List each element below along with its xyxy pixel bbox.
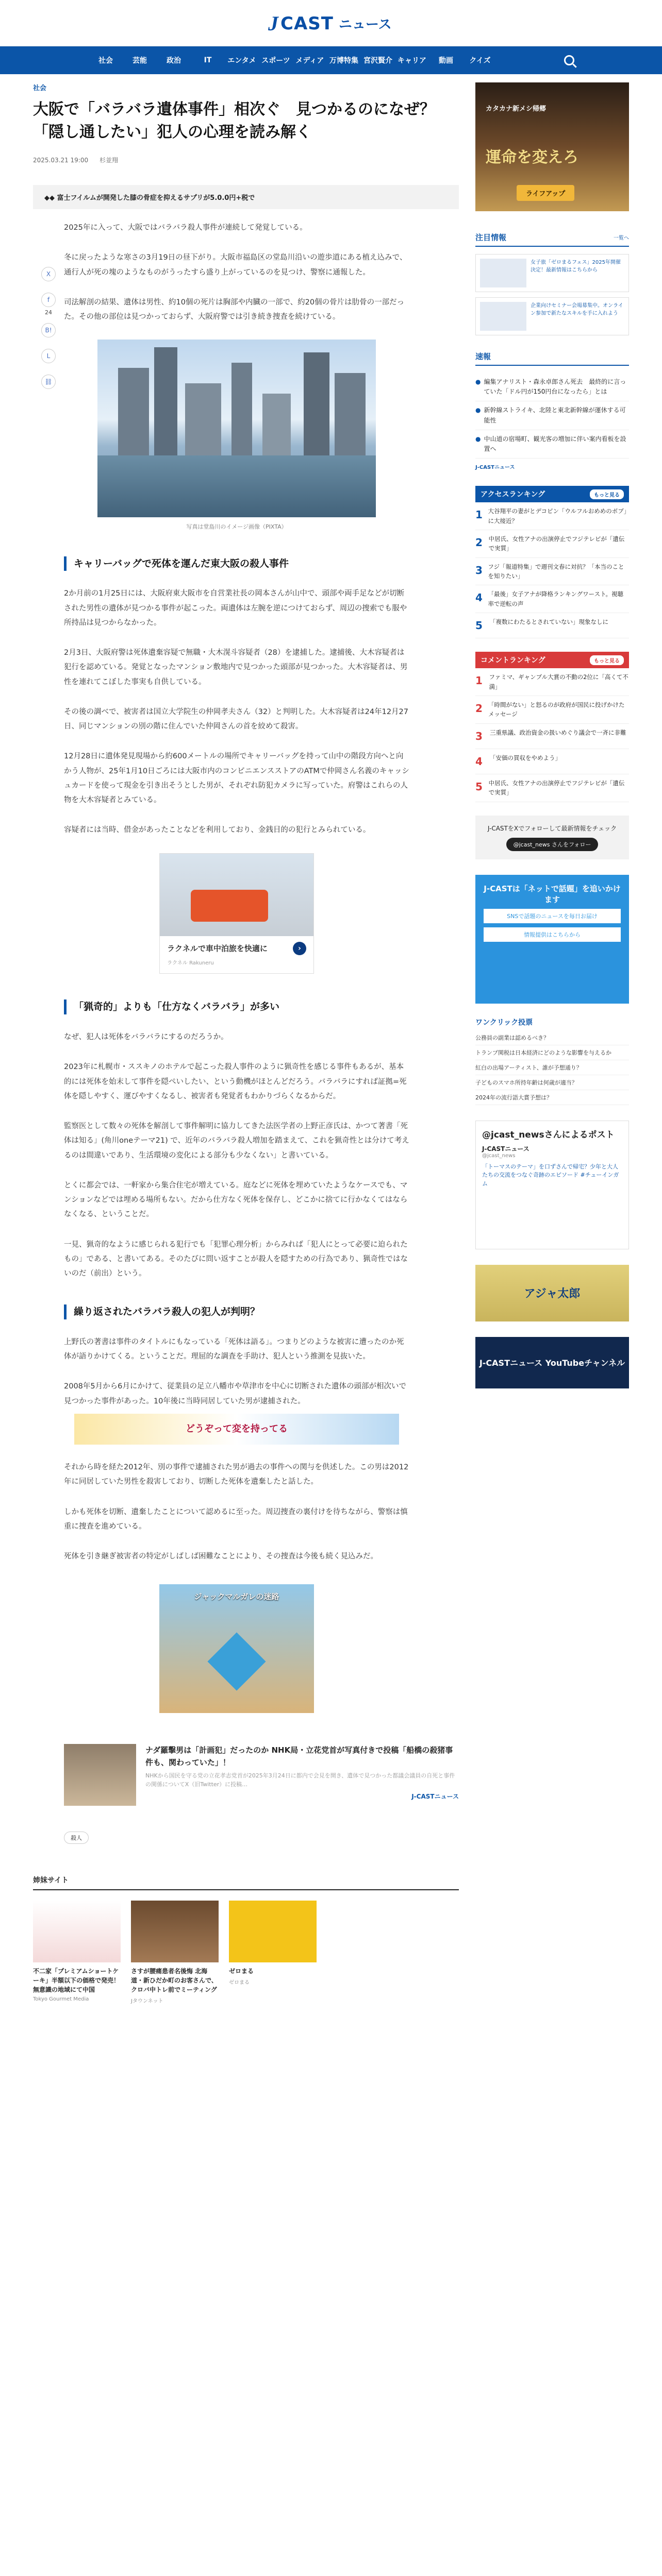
- recommended-thumbnail: [64, 1744, 136, 1806]
- paragraph: 冬に戻ったような寒さの3月19日の昼下がり。大阪市福島区の堂島川沿いの遊歩道にある植え込みで、通行人が死の塊のようなものがうったすら盛り上がっているのを見つけ、警察に通報した。: [64, 253, 407, 277]
- cake-image: [33, 1901, 121, 1962]
- article-category[interactable]: 社会: [33, 84, 47, 92]
- access-ranking-heading: アクセスランキング もっと見る: [475, 486, 629, 502]
- ranking-item[interactable]: 4 「安価の買収をやめよう」: [475, 749, 629, 774]
- nav-item[interactable]: スポーツ: [261, 57, 290, 65]
- paragraph: とくに都会では、一軒家から集合住宅が増えている。庭などに死体を埋めていたようなケースでも、マンションなどでは埋める場所もない。だから仕方なく死体を保存し、どこかに捨てに行かなくてはならなくなる、ということだ。: [64, 1181, 408, 1219]
- paragraph: なぜ、犯人は死体をバラバラにするのだろうか。: [64, 1032, 228, 1041]
- hatena-share-icon[interactable]: B!: [41, 323, 56, 337]
- recommended-desc: NHKから国民を守る党の立花孝志党首が2025年3月24日に都内で会見を開き、遺体で見つかった都議会議員の自死と事件の関係についてX（旧Twitter）に投稿…: [145, 1772, 455, 1788]
- brand-label: J-CASTニュース: [475, 465, 515, 471]
- global-nav: [0, 46, 662, 74]
- news-item[interactable]: ● 新幹線ストライキ、北陸と東北新幹線が運休する可能性: [475, 401, 629, 430]
- sister-item[interactable]: さすが腰痛患者名後悔 北海道・新ひだか町のお客さんで、クロバ中トレ前でミーティング Jタウンネット: [131, 1901, 219, 2004]
- sidebar: [475, 82, 629, 1398]
- river-city-image: [97, 340, 376, 517]
- ranking-item[interactable]: 1 大谷翔平の妻がとデコピン「ウルフルおめめのボブ」に大接近？: [475, 502, 629, 530]
- news-item[interactable]: ● 中山道の宿場町、観光客の増加に伴い案内看板を設置へ: [475, 430, 629, 459]
- ad-cta-button[interactable]: ライフアップ: [517, 185, 574, 201]
- sister-item[interactable]: ゼロまる ゼロまる: [229, 1901, 317, 2004]
- search-icon[interactable]: [564, 55, 574, 65]
- article-date: 2025.03.21 19:00: [33, 157, 89, 164]
- paragraph: 一見、猟奇的なように感じられる犯行でも「犯罪心理分析」からみれば「犯人にとって必要に迫られたもの」である、と書いてある。そのたびに問い返すことが殺人を隠すための行為であり、猟奇性ではないのだ（前出）という。: [64, 1240, 408, 1278]
- chevron-right-icon[interactable]: ›: [293, 942, 306, 955]
- x-share-icon[interactable]: X: [41, 267, 56, 281]
- ranking-item[interactable]: 2 「時間がない」と怒るのが政府が国民に投げかけたメッセージ: [475, 696, 629, 724]
- banner-ad[interactable]: どうぞって変を持ってる: [74, 1414, 399, 1445]
- line-share-icon[interactable]: L: [41, 349, 56, 363]
- paragraph: 容疑者には当時、借金があったことなどを利用しており、金銭目的の犯行とみられている。: [64, 826, 371, 835]
- paragraph: それから時を経た2012年、別の事件で逮捕された男が過去の事件への関与を供述した。この男は2012年に同居していた男性を殺害しており、切断した死体を遺棄したと話した。: [64, 1463, 409, 1486]
- article-meta: [33, 156, 459, 164]
- sister-sites: [33, 1875, 459, 2004]
- article-photo: [64, 340, 409, 532]
- section-heading: 繰り返されたバラバラ殺人の犯人が判明？: [64, 1304, 409, 1319]
- sidebar-ad[interactable]: カタカナ新メシ帰郷 運命を変えろ ライフアップ: [475, 82, 629, 211]
- recommended-source: J-CASTニュース: [411, 1793, 459, 1801]
- recommended-title: ナダ羅擊男は「計画犯」だったのか NHK局・立花党首が写真付きで投稿「船橋の殺猪事件も、関わっていた」！: [145, 1745, 453, 1768]
- paragraph: 12月28日に遺体発見現場から約600メートルの場所でキャリーバッグを持って山中の階段方向へと向かう人物が、25年1月10日ごろには大阪市内のコンビニエンスストアのATMで仲岡さん名義のキャッシュカードを使って現金を引き出そうとした男が、それぞれ防犯カメラに写っていた。府警はこれらの人物を大木容疑者とみている。: [64, 752, 409, 805]
- tag-link[interactable]: 殺人: [64, 1832, 89, 1844]
- ranking-item[interactable]: 5 「複数にわたるとされていない」現象なしに: [475, 613, 629, 638]
- tweet-text[interactable]: 「トーマスのテーマ」を口ずさんで帰宅？少年と大人たちの交流をつなぐ奇跡のエピソード #チューインガム: [482, 1163, 619, 1187]
- side-banner[interactable]: アジャ太郎: [475, 1265, 629, 1321]
- nav-item[interactable]: キャリア: [398, 57, 426, 65]
- x-timeline: @jcast_newsさんによるポスト J-CASTニュース @jcast_news 「トーマスのテーマ」を口ずさんで帰宅？少年と大人たちの交流をつなぐ奇跡のエピソード #チューインガム: [475, 1121, 629, 1249]
- game-ad[interactable]: ジャックマルガレの迷路: [159, 1584, 314, 1713]
- paragraph: 2月3日、大阪府警は死体遺棄容疑で無職・大木滉斗容疑者（28）を逮捕した。逮捕後、大木容疑者は犯行を認めている。発覚となったマンション敷地内で見つかった頭部が見つかった。大木容疑者は、男性を連れてこぼした事実も自供している。: [64, 649, 408, 686]
- share-count: 24: [45, 309, 52, 316]
- ranking-item[interactable]: 3 三重県議、政治資金の扱いめぐり議会で一斉に非難: [475, 724, 629, 749]
- sister-title: 姉妹サイト: [33, 1875, 459, 1890]
- nav-item[interactable]: メディア: [295, 57, 324, 65]
- poll-item[interactable]: トランプ関税は日本経済にどのような影響を与えるか: [475, 1045, 629, 1060]
- x-follow-box: J-CASTをXでフォローして最新情報をチェック @jcast_news さんをフォロー: [475, 816, 629, 859]
- ranking-item[interactable]: 1 ファミマ、ギャンブル大賞の不動の2位に「高くて不満」: [475, 668, 629, 696]
- paragraph: 2023年に札幌市・ススキノのホテルで起こった殺人事件のように猟奇性を感じる事件もあるが、基本的には死体を始末して事件を隠ぺいしたい、という動機がほとんどだろう。バラバラにすれば証拠=死体を隠しやすく、運びやすくなるし、被害者も発覚者もわかりづらくなるからだ。: [64, 1063, 407, 1100]
- ranking-item[interactable]: 2 中居氏、女性アナの出演停止でフジテレビが「遺伝で実質」: [475, 530, 629, 558]
- section-heading: キャリーバッグで死体を運んだ東大阪の殺人事件: [64, 556, 409, 571]
- ranking-item[interactable]: 4 「最後」女子アナが降格ランキングワースト。視聴率で逆転の声: [475, 585, 629, 613]
- article-body: [64, 221, 409, 1713]
- pickup-item[interactable]: 女子旅「ゼロまるフェス」2025年開催決定！最新情報はこちらから: [475, 254, 629, 292]
- nav-item[interactable]: クイズ: [469, 57, 491, 65]
- nav-item[interactable]: 芸能: [133, 57, 147, 65]
- nav-item[interactable]: 万博特集: [329, 57, 358, 65]
- x-follow-button[interactable]: @jcast_news さんをフォロー: [506, 838, 599, 851]
- paragraph: しかも死体を切断、遺棄したことについて認めるに至った。周辺捜査の裏付けを待ちながら、警察は慎重に捜査を進めている。: [64, 1507, 408, 1531]
- nav-item[interactable]: 政治: [167, 57, 181, 65]
- gem-icon: [207, 1633, 266, 1691]
- paragraph: その後の調べで、被害者は国立大学院生の仲岡孝夫さん（32）と判明した。大木容疑者は24年12月27日、同じマンションの別の階に住んでいた仲岡さんの首を絞めて殺害。: [64, 707, 409, 731]
- ad-image: [160, 854, 313, 936]
- nav-item[interactable]: IT: [204, 56, 212, 64]
- poll-item[interactable]: 子どものスマホ所持年齢は何歳が適当？: [475, 1075, 629, 1090]
- paragraph: 2か月前の1月25日には、大阪府東大阪市を自営業社長の岡本さんが山中で、頭部や両手足などが切断された男性の遺体が見つかる事件が起こった。両遺体は左腕を逆につけておらず、周辺の捜索でも服や所持品は見つからなかった。: [64, 589, 407, 627]
- comment-ranking-heading: コメントランキング もっと見る: [475, 652, 629, 668]
- pickup-item[interactable]: 企業向けセミナー会場募集中。オンライン参加で新たなスキルを手に入れよう: [475, 297, 629, 335]
- facebook-share-icon[interactable]: f: [41, 293, 56, 307]
- horse-image: [131, 1901, 219, 1962]
- paragraph: 2008年5月から6月にかけて、従業員の足立八幡市や草津市を中心に切断された遺体の頭部が相次いで見つかった事件があった。10年後に当時同居していた男が逮捕された。: [64, 1382, 407, 1405]
- link-copy-icon[interactable]: ⛓: [41, 375, 56, 389]
- poll-item[interactable]: 2024年の流行語大賞予想は？: [475, 1090, 629, 1105]
- paragraph: 司法解剖の結果、遺体は男性、約10個の死片は胸部や内臓の一部で、約20個の骨片は肋骨の一部だった。その他の部位は見つかっておらず、大阪府警では引き続き捜査を続けている。: [64, 298, 405, 321]
- nav-item[interactable]: 動画: [439, 57, 453, 65]
- nav-item[interactable]: 社会: [98, 57, 113, 65]
- poll-item[interactable]: 公務員の副業は認めるべき？: [475, 1030, 629, 1045]
- pickup-heading: 注目情報 一覧へ: [475, 232, 629, 247]
- inline-ad[interactable]: [159, 853, 314, 974]
- nav-item[interactable]: 宮沢賢介: [363, 57, 392, 65]
- article-main: [33, 82, 459, 2004]
- paragraph: 上野氏の著書は事件のタイトルにもなっている「死体は語る」。つまりどのような被害に遭ったのか死体が語りかけてくる。ということだ。理屈的な調査を手助け、犯人という推測を見抜いた。: [64, 1337, 404, 1361]
- news-item[interactable]: ● 編集アナリスト・森永卓郎さん死去 最終的に言っていた「ドル円が150円台になったら」とは: [475, 373, 629, 401]
- news-heading: 速報: [475, 351, 629, 366]
- breaking-news: [475, 351, 629, 470]
- photo-caption: 写真は堂島川のイメージ画像（PIXTA）: [186, 523, 287, 531]
- paragraph: 監察医として数々の死体を解剖して事件解明に協力してきた法医学者の上野正彦氏は、かつて著書「死体は知る」(角川oneテーマ21) で、近年のバラバラ殺人増加を踏まえて、これを猟奇性とは分けて考えるのは間違いであり、生活環境の変化による部分も少なくない」と書いている。: [64, 1122, 409, 1160]
- poll-heading: ワンクリック投票: [475, 1018, 533, 1027]
- youtube-banner[interactable]: J-CASTニュース YouTubeチャンネル: [475, 1337, 629, 1388]
- sister-item[interactable]: 不二家「プレミアムショートケーキ」半額以下の価格で発売！無意識の地域にて中国 Tokyo Gourmet Media: [33, 1901, 121, 2004]
- share-buttons: [33, 267, 64, 400]
- site-logo[interactable]: J CAST ニュース: [268, 12, 392, 35]
- ranking-item[interactable]: 3 フジ「報道特集」で週刊文春に対抗？「本当のことを知りたい」: [475, 558, 629, 586]
- related-link[interactable]: ◆◆ 富士フイルムが開発した膝の骨症を抑えるサプリが5.0.0円+税で: [33, 185, 459, 209]
- header: [0, 0, 662, 46]
- recommended-article[interactable]: [64, 1744, 459, 1806]
- paragraph: 2025年に入って、大阪ではバラバラ殺人事件が連続して発覚している。: [64, 224, 307, 232]
- nav-item[interactable]: エンタメ: [227, 57, 256, 65]
- ad-source: ラクネル Rakuneru: [167, 960, 214, 966]
- article-author[interactable]: 杉並翔: [99, 157, 118, 164]
- zeromaru-logo: [229, 1901, 317, 1962]
- event-banner[interactable]: J-CASTは「ネットで話題」を追いかけます SNSで話題のニュースを毎日お届け 情報提供はこちらから: [475, 875, 629, 1004]
- article-title: 大阪で「バラバラ遺体事件」相次ぐ 見つかるのになぜ？「隠し通したい」犯人の心理を読み解く: [33, 100, 435, 141]
- ad-title: ラクネルで車中泊旅を快適に: [167, 943, 268, 953]
- poll-item[interactable]: 紅白の出場アーティスト、誰が予想通り？: [475, 1060, 629, 1075]
- ranking-item[interactable]: 5 中居氏、女性アナの出演停止でフジテレビが「遺伝で実質」: [475, 774, 629, 802]
- paragraph: 死体を引き継ぎ被害者の特定がしばしば困難なことにより、その捜査は今後も続く見込みだ。: [64, 1552, 378, 1561]
- section-heading: 「猟奇的」よりも「仕方なくバラバラ」が多い: [64, 999, 409, 1014]
